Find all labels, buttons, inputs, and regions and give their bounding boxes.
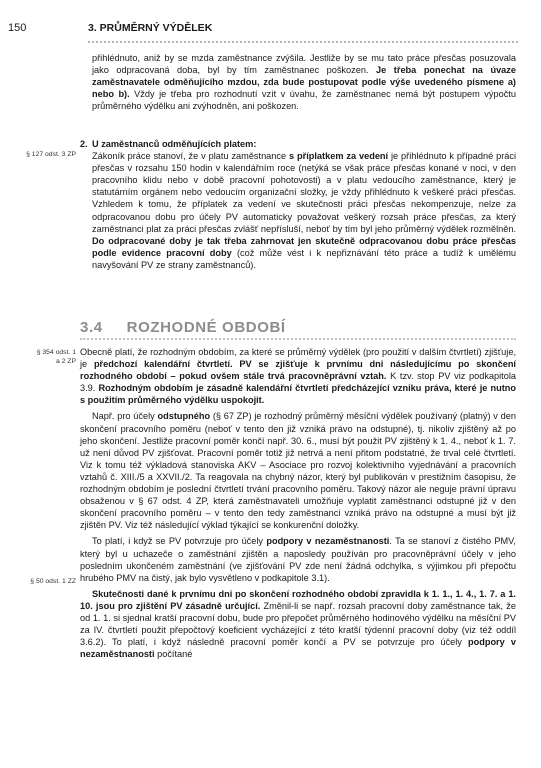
text-run: (což může vést i k nepřiznávání této práce a tudíž k umělému navyšování PV ze strany zaměstnanců).	[92, 247, 516, 270]
text-run: přihlédnuto, aniž by se mzda zaměstnance zvýšila. Jestliže by se mu tato práce přesčas posuzovala jako odpracovaná doba, byl by tím zaměstnanec poškozen.	[92, 53, 516, 76]
bold-text: podpory v nezaměstnanosti	[266, 536, 390, 547]
side-note: a 2 ZP	[55, 358, 76, 365]
text-run: Změnil-li se např. rozsah pracovní doby zaměstnance tak, že od 1. 1. si sjednal kratší pracovní dobu, bude pro přepočet průměrného hodinového výdělku na měsíční PV za IV. čtvrtletí použit přepočtový koeficient vycházející z této kratší týdenní pracovní doby (viz též oddíl 3.6.2). To platí, i když následně pracovní poměr končí a PV se potvrzuje pro účely	[80, 600, 516, 648]
section-divider	[80, 338, 516, 340]
list-item-heading: U zaměstnanců odměňujících platem:	[92, 139, 257, 149]
page-number: 150	[8, 22, 27, 34]
bold-text: podpory v nezaměstnanosti	[80, 637, 516, 660]
text-paragraph	[80, 535, 516, 583]
section-heading	[80, 319, 286, 336]
text-run: (§ 67 ZP) je rozhodný průměrný měsíční výdělek používaný (platný) v den skončení pracovního poměru (neboť v tento den již vzniká právo na odstupné), tj. nikoliv zjištěný až po jeho skončení. Jestliže pracovní poměr končí např. 30. 6., musí být použit PV zjištěný k 1. 4., neboť k 1. 7. už není důvod PV zjišťovat. Pracovní poměr totiž již netrvá a není přitom podstatné, že trval celé čtvrtletí. Viz k tomu též výkladová stanoviska AKV – Asociace pro rozvoj kolektivního vyjednávání a pracovních vztahů č. XIII./5 a XXVII./2. Ta reagovala na chybný názor, který byl publikován v prestižním časopisu, že rozhodným obdobím je poslední čtvrtletí trvání pracovního poměru. Takový názor ale neguje právní úpravu obsaženou v § 67 odst. 4 ZP, která zaměstnavateli umožňuje vyplatit zaměstnanci odstupné již v den skončení pracovního poměru – v tento den tedy zaměstnanci vzniká právo na odstupné a musí být již zjištěn PV. Viz též následující výklad týkající se konkurenční doložky.	[80, 411, 516, 531]
list-item	[80, 138, 516, 271]
text-paragraph	[80, 150, 516, 271]
text-run: Např. pro účely	[92, 411, 158, 422]
bold-text: s příplatkem za vedení	[289, 151, 389, 162]
bold-text: odstupného	[157, 411, 211, 422]
side-note: § 354 odst. 1	[36, 349, 76, 356]
text-run: Zákoník práce stanoví, že v platu zaměstnance	[92, 151, 290, 162]
bold-text: Rozhodným obdobím je zásadně kalendářní čtvrtletí předcházející vzniku práva, které je nutno s použitím průměrného výdělku uspokojit.	[80, 383, 516, 406]
text-paragraph	[80, 52, 516, 112]
chapter-title: 3. PRŮMĚRNÝ VÝDĚLEK	[88, 22, 213, 34]
section-number: 3.4	[80, 319, 103, 336]
list-item-title	[80, 138, 516, 150]
text-run: K tzv. stop PV viz podkapitola 3.9.	[80, 371, 516, 394]
text-run: Vždy je třeba pro rozhodnutí vzít v úvahu, že zaměstnanec nemá být postupem výpočtu průměrného výdělku ani zvýhodněn, ani poškozen.	[92, 89, 516, 112]
continuation-block	[80, 52, 516, 112]
page-header	[8, 22, 518, 36]
text-run: je přihlédnuto k případné práci přesčas v rozsahu 150 hodin v kalendářním roce (netýká se však práce přesčas konané v noci, v den pracovního klidu nebo v době pracovní pohotovosti) a v platu vedoucího zaměstnance, který je statutárním orgánem nebo vedoucím organizační složky, je vždy přihlédnuto k veškeré práci přesčas. Vzhledem k tomu, že příplatek za vedení ve skutečnosti práci přesčas nekompenzuje, nelze za odpracovanou dobu pro účely PV automaticky považovat veškerý rozsah práce přesčas, za který zaměstnanci plat za práci přesčas zvlášť nepřísluší, neboť by tím byl jeho průměrný výdělek rozmělněn.	[92, 151, 517, 234]
text-paragraph	[80, 410, 516, 531]
text-run: Obecně platí, že rozhodným obdobím, za které se průměrný výdělek (pro použití v dalším čtvrtletí) zjišťuje, je	[80, 347, 516, 370]
text-paragraph	[80, 588, 516, 661]
text-paragraph	[80, 346, 516, 406]
list-item-number: 2.	[80, 139, 88, 149]
text-run: . Ta se stanoví z čistého PMV, který byl u uchazeče o zaměstnání zjištěn a naposledy používán pro pracovněprávní účely v jeho posledním ukončeném zaměstnání (ve zjišťování PV zde není žádná odchylka, s výjimkou při přepočtu hrubého PMV na čistý, jak bylo vysvětleno v podkapitole 3.1).	[80, 536, 516, 583]
side-note: § 127 odst. 3 ZP	[26, 151, 76, 158]
bold-text: Do odpracované doby je tak třeba zahrnovat jen skutečně odpracovanou dobu práce přesčas podle evidence pracovní doby	[92, 235, 516, 258]
text-run: To platí, i když se PV potvrzuje pro účely	[92, 536, 267, 547]
section-title: ROZHODNÉ OBDOBÍ	[126, 319, 286, 336]
text-run: počítané	[154, 649, 193, 660]
header-divider	[88, 41, 518, 43]
body-text	[80, 346, 516, 660]
side-note: § 50 odst. 1 ZZ	[30, 578, 76, 585]
bold-text: Je třeba ponechat na úvaze zaměstnavatele odměňujícího mzdou, zda bude postupovat podle výše uvedeného písmene a) nebo b).	[92, 65, 516, 100]
bold-text: předchozí kalendářní čtvrtletí. PV se zjišťuje k prvnímu dni následujícímu po skončení rozhodného období – pokud ovšem stále trvá pracovněprávní vztah.	[80, 359, 516, 382]
bold-text: Skutečnosti dané k prvnímu dni po skončení rozhodného období zpravidla k 1. 1., 1. 4., 1. 7. a 1. 10. jsou pro zjištění PV zásadně určující.	[80, 588, 516, 611]
